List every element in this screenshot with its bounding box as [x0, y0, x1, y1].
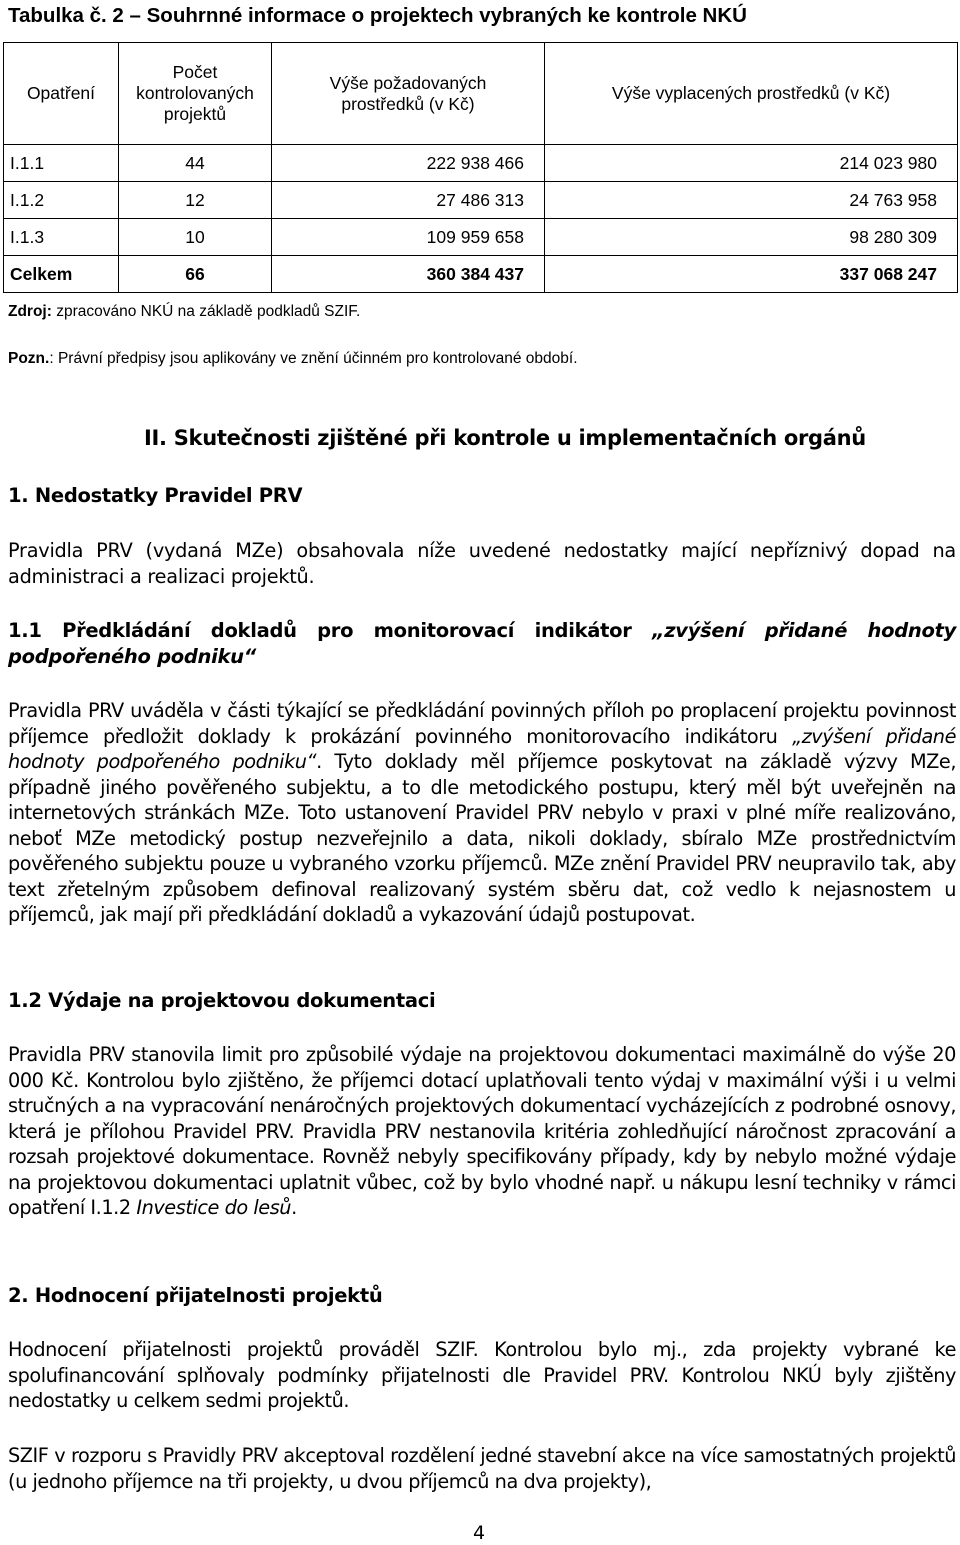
section-2-paragraph-1: Hodnocení přijatelnosti projektů prováděl SZIF. Kontrolou bylo mj., zda projekty vybrané ke spolufinancování splňovaly podmínky přijatelnosti dle Pravidel PRV. Kontrolou NKÚ byly zjištěny nedostatky u celkem sedmi projektů.: [8, 1338, 956, 1412]
cell-count: 10: [119, 219, 272, 256]
source-text: zpracováno NKÚ na základě podkladů SZIF.: [51, 303, 361, 320]
note-label: Pozn.: [8, 350, 50, 367]
note-line: [8, 350, 578, 368]
table-row: [4, 182, 958, 219]
cell-measure: I.1.1: [4, 145, 119, 182]
note-text: : Právní předpisy jsou aplikovány ve znění účinném pro kontrolované období.: [49, 350, 578, 367]
summary-table: [3, 42, 958, 293]
header-requested-line2: prostředků (v Kč): [341, 93, 475, 114]
table-row: [4, 145, 958, 182]
total-requested: 360 384 437: [272, 256, 545, 293]
cell-paid: 98 280 309: [545, 219, 958, 256]
subsection-1-1-prefix: 1.1 Předkládání dokladů pro monitorovací indikátor: [8, 619, 652, 642]
cell-paid: 24 763 958: [545, 182, 958, 219]
header-count: [119, 43, 272, 145]
source-line: [8, 303, 360, 321]
subsection-1-2-text-italic: Investice do lesů: [136, 1196, 292, 1219]
subsection-1-2-text-a: Pravidla PRV stanovila limit pro způsobilé výdaje na projektovou dokumentaci maximálně do výše 20 000 Kč. Kontrolou bylo zjištěno, že příjemci dotací uplatňovali tento výdaj v maximální výši i u velmi stručných a na vypracování nenáročných projektových dokumentací vycházejících z podrobné osnovy, která je přílohou Pravidel PRV. Pravidla PRV nestanovila kritéria zohledňující náročnost zpracování a rozsah projektové dokumentace. Rovněž nebyly specifikovány případy, kdy by nebylo možné výdaje na projektovou dokumentaci uplatnit vůbec, což by bylo vhodné např. u nákupu lesní techniky v rámci opatření I.1.2: [8, 1043, 956, 1219]
subsection-1-2-text-b: .: [291, 1196, 297, 1219]
total-count: 66: [119, 256, 272, 293]
total-measure: Celkem: [4, 256, 119, 293]
subsection-1-1-paragraph: [8, 698, 956, 928]
subsection-1-1-text-a: Pravidla PRV uváděla v části týkající se předkládání povinných příloh po proplacení projektu povinnost příjemce předložit doklady k prokázání povinného monitorovacího indikátoru: [8, 699, 956, 748]
section-1-heading: [8, 484, 302, 507]
section-1-number: 1.: [8, 484, 29, 507]
header-count-line1: Počet: [172, 62, 218, 82]
cell-count: 12: [119, 182, 272, 219]
header-paid: Výše vyplacených prostředků (v Kč): [545, 43, 958, 145]
subsection-1-1-text-b: . Tyto doklady měl příjemce poskytovat na základě výzvy MZe, případně jiného pověřeného subjektu, a to dle metodického postupu, který měl být uveřejněn na internetových stránkách MZe. Toto ustanovení Pravidel PRV nebylo v praxi v plné míře realizováno, neboť MZe metodický postup nezveřejnilo a data, nikoli doklady, sbíralo MZe prostřednictvím pověřeného subjektu pouze u vybraného vzorku příjemců. MZe znění Pravidel PRV neupravilo tak, aby text zřetelným způsobem definoval realizovaný systém sběru dat, což vedlo k nejasnostem u příjemců, jak mají při předkládání dokladů a vykazování údajů postupovat.: [8, 750, 956, 926]
source-label: Zdroj:: [8, 303, 52, 320]
page-number: 4: [473, 1522, 486, 1544]
cell-measure: I.1.2: [4, 182, 119, 219]
cell-requested: 222 938 466: [272, 145, 545, 182]
section-1-intro: Pravidla PRV (vydaná MZe) obsahovala níže uvedené nedostatky mající nepříznivý dopad na administraci a realizaci projektů.: [8, 539, 956, 588]
subsection-1-1-heading: [8, 618, 956, 669]
subsection-1-2-paragraph: [8, 1042, 956, 1221]
subsection-1-1-text-italic: „zvýšení přidané hodnoty podpořeného podniku“: [8, 724, 956, 773]
section-2-paragraph-2: SZIF v rozporu s Pravidly PRV akceptoval rozdělení jedné stavební akce na více samostatných projektů (u jednoho příjemce na tři projekty, u dvou příjemců na dva projekty),: [8, 1444, 956, 1493]
cell-requested: 27 486 313: [272, 182, 545, 219]
subsection-1-1-italic: „zvýšení přidané hodnoty podpořeného podniku“: [8, 619, 957, 668]
chapter-title: II. Skutečnosti zjištěné při kontrole u implementačních orgánů: [144, 426, 866, 450]
cell-requested: 109 959 658: [272, 219, 545, 256]
table-header-row: [4, 43, 958, 145]
header-requested-line1: Výše požadovaných: [329, 72, 487, 93]
section-1-title: Nedostatky Pravidel PRV: [28, 484, 303, 507]
table-caption: Tabulka č. 2 – Souhrnné informace o projektech vybraných ke kontrole NKÚ: [8, 4, 747, 27]
cell-count: 44: [119, 145, 272, 182]
header-count-line3: projektů: [163, 104, 227, 124]
table-row: [4, 219, 958, 256]
cell-paid: 214 023 980: [545, 145, 958, 182]
total-paid: 337 068 247: [545, 256, 958, 293]
table-total-row: [4, 256, 958, 293]
header-count-line2: kontrolovaných: [136, 83, 254, 103]
subsection-1-2-heading: 1.2 Výdaje na projektovou dokumentaci: [8, 989, 436, 1012]
cell-measure: I.1.3: [4, 219, 119, 256]
section-2-heading: 2. Hodnocení přijatelnosti projektů: [8, 1284, 383, 1307]
header-measure: Opatření: [4, 43, 119, 145]
header-requested: [272, 43, 545, 145]
